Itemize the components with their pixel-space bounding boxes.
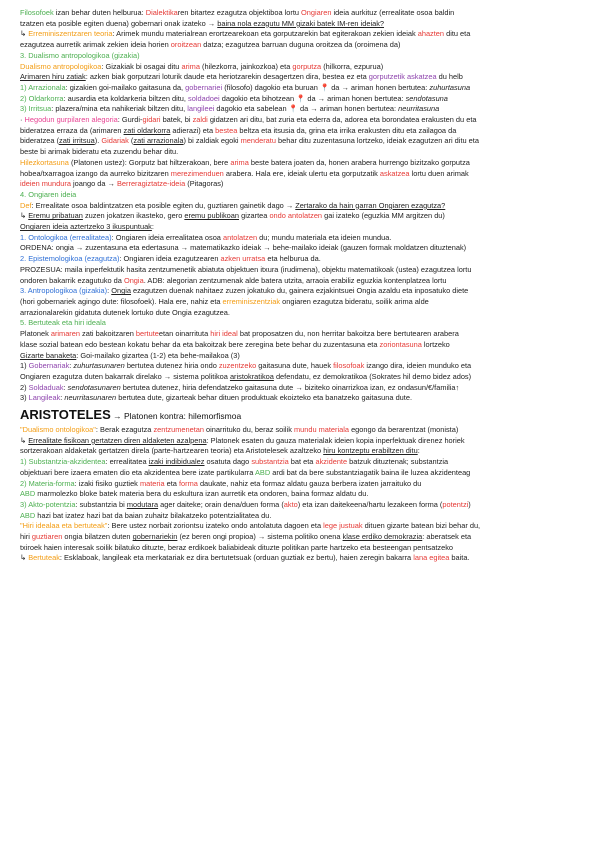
text-segment: hobea/txarragoa izango da aurreko bizitzaren [20, 168, 171, 178]
text-segment: : Gurdi- [117, 115, 143, 125]
aristoteles-line [20, 532, 586, 543]
text-segment: : [63, 382, 68, 392]
text-segment: Dialektika [145, 8, 178, 17]
text-segment: ditu eta [444, 29, 471, 39]
text-segment: : errealitatea [105, 457, 149, 467]
text-segment: (Pitagoras) [185, 179, 224, 189]
text-segment: substantzia [251, 457, 289, 467]
text-segment: : Bere ustez norbait zoriontsu izateko ondo antolatuta dagoen eta [107, 521, 324, 531]
text-segment: ↳ [20, 553, 29, 563]
text-segment: du helb [436, 72, 463, 82]
text-segment: osatuta dago [204, 457, 252, 467]
text-segment: : Platonek esaten du gauza materialak ideien kopia inperfektuak direnez horiek [206, 435, 465, 445]
text-segment: neurritasunaren [64, 393, 117, 403]
text-segment: zati bakoitzaren [80, 329, 136, 339]
text-segment: Berreragiztatze-ideia [116, 179, 186, 189]
text-segment: . ADB: alegorian zentzumenak alde batera utzita, arraoia erabiliz eguzkia kontenplatzea lortu [143, 275, 447, 285]
platon-line [20, 308, 586, 319]
text-segment: ongiaren ezagutza bideratu, soilik arima alde [280, 296, 429, 306]
text-segment: Errealitate fisikoan gertatzen diren aldaketen azalpena [28, 435, 207, 445]
platon-line [20, 136, 586, 147]
text-segment: 5. Bertuteak eta hiri ideala [20, 318, 106, 328]
text-segment: oroitzean [170, 40, 202, 50]
text-segment: Erreminiszentzaren teoria [28, 29, 113, 39]
text-segment: potentzi [442, 499, 469, 509]
platon-line [20, 351, 586, 362]
text-segment: · [20, 115, 25, 125]
text-segment: : [151, 222, 154, 232]
text-segment: 4. Ongiaren ideia [20, 189, 77, 199]
text-segment: Filosofoek [20, 8, 54, 17]
aristoteles-line [20, 425, 586, 436]
text-segment: : izaki fisiko guztiek [74, 478, 140, 488]
text-segment: ezagutzen duenak nahitaez zuzen jokatuko du, gainera ezjakintsuei Ongia azaldu eta inposatuko diete [130, 286, 469, 296]
text-segment: izaki indibidualez [148, 457, 205, 467]
text-segment: klase erdiko demokrazia [342, 532, 423, 542]
text-segment: dagokio eta sabelean 📍 da → ariman honen bertutea: [214, 104, 399, 114]
aristoteles-line [20, 511, 586, 522]
text-segment: ideia aurkituz (errealitate osoa baldin [331, 8, 455, 17]
text-segment: ideien mundura [20, 179, 71, 189]
platon-line [20, 372, 586, 383]
text-segment: guztiaren [31, 532, 63, 542]
text-segment: : Ongiaren ideia ezagutzearen [119, 254, 221, 264]
platon-line [20, 104, 586, 115]
text-segment: bat eta [288, 457, 316, 467]
text-segment: 2. Epistemologikoa (ezagutza) [20, 254, 120, 264]
text-segment: behar ditu zuzentasuna lortzeko, ideiak ezagutzen ari ditu eta [275, 136, 479, 146]
platon-line [20, 233, 586, 244]
text-segment: bertutea dute, gizarteak behar dituen produktuak ekoizteko eta banatzeko gaitasuna dute. [116, 393, 413, 403]
text-segment: gorputza [292, 61, 322, 71]
platon-line [20, 51, 586, 62]
text-segment: Zertarako da hain garran Ongiaren ezagutza? [295, 200, 446, 210]
text-segment: : [107, 286, 112, 296]
text-segment: gobernariekin [132, 532, 178, 542]
platon-line [20, 40, 586, 51]
text-segment: merezimenduen [170, 168, 224, 178]
text-segment: (hori gobernariek agingo dute: filosofoek). Hala ere, nahiz eta [20, 296, 223, 306]
text-segment: Gidariak [101, 136, 129, 146]
aristoteles-heading [20, 407, 586, 424]
text-segment: mundu materiala [293, 425, 350, 435]
text-segment: : Ongiaren ideia errealitatea osoa [111, 232, 223, 242]
text-segment: txiroek haien interesak soilik bilatuko dituzte, beraz erdikoek baliabideak dituzte politikan parte hartzeko eta besteengan pentsatzeko [20, 542, 454, 552]
text-segment: Platonek [20, 329, 51, 339]
text-segment: PROZESUA: maila inperfektutik hasita zentzumenetik abiatuta objektuen itxura (irudimena), objektu matematikoak (ustea) ezagutzea lortu [20, 264, 472, 274]
text-segment: dituen gizarte batean bizi behar du, [362, 521, 481, 531]
text-segment: adierazi) eta [170, 125, 216, 135]
text-segment: sendotasunaren [67, 382, 121, 392]
text-segment: zentzumenetan [153, 425, 204, 435]
text-segment: Dualismo antropologikoa [20, 61, 102, 71]
text-segment: Gizarte banaketa [20, 350, 77, 360]
text-segment: akto [283, 499, 298, 509]
heading-subtitle: → Platonen kontra: hilemorfismoa [110, 411, 242, 422]
text-segment: azken urratsa [220, 254, 266, 264]
platon-line [20, 254, 586, 265]
aristoteles-line [20, 543, 586, 554]
platon-line [20, 158, 586, 169]
text-segment: Ongiaren [301, 8, 332, 17]
text-segment: du; mundu materiala eta ideien mundua. [257, 232, 392, 242]
aristoteles-line [20, 489, 586, 500]
text-segment: zati oldarkorra [123, 125, 171, 135]
text-segment: forma [178, 478, 198, 488]
text-segment: defendatu, ez demokratikoa (Sokrates hil demo bidez ados) [273, 371, 472, 381]
text-segment: : plazera/mina eta nahikeriak biltzen ditu, [51, 104, 188, 114]
platon-line [20, 8, 586, 19]
text-segment: tzatzen eta posible egiten duena) gobernari onak izateko → [20, 18, 218, 28]
aristoteles-line [20, 521, 586, 532]
text-segment: : Goi-mailako gizartea (1-2) eta behe-mailakoa (3) [76, 350, 240, 360]
text-segment: soldadoei [188, 93, 220, 103]
text-segment: filosofoak [333, 361, 365, 371]
text-segment: 1) Arrazionala [20, 82, 66, 92]
text-segment: 3) Akto-potentzia [20, 499, 76, 509]
text-segment: : Berak ezagutza [95, 425, 154, 435]
platon-line [20, 126, 586, 137]
text-segment: Ongia [123, 275, 144, 285]
text-segment: gaitasuna dute, hauek [256, 361, 334, 371]
text-segment: "Dualismo ontologikoa" [20, 425, 96, 435]
text-segment: gidari [142, 115, 161, 125]
text-segment: Arimaren hiru zatiak [20, 72, 86, 82]
text-segment: baina nola ezagutu MM gizaki batek IM-ren ideiak? [217, 18, 385, 28]
text-segment: ↳ [20, 435, 29, 445]
text-segment: datza; ezagutzea barruan duguna oroitzea da (oroimena da) [201, 40, 401, 50]
text-segment: bestea [215, 125, 238, 135]
text-segment: ABD [20, 510, 36, 520]
platon-line [20, 94, 586, 105]
text-segment: ager daiteke; orain dena/duen forma ( [158, 499, 284, 509]
text-segment: ondo antolatzen [269, 211, 323, 221]
text-segment: eta [164, 478, 179, 488]
platon-line [20, 318, 586, 329]
aristoteles-line [20, 446, 586, 457]
text-segment: modutara [126, 499, 159, 509]
text-segment: (hilkorra, ezpurua) [321, 61, 384, 71]
text-segment: menderatu [240, 136, 276, 146]
platon-line [20, 393, 586, 404]
platon-line [20, 265, 586, 276]
text-segment: ahazten [417, 29, 445, 39]
text-segment: aristokratikoa [229, 371, 274, 381]
text-segment: lana egitea [413, 553, 450, 563]
text-segment: zuzentzeko [218, 361, 257, 371]
text-segment: zuhurtasunaren [73, 361, 125, 371]
text-segment: Ongia [111, 286, 131, 296]
platon-line [20, 361, 586, 372]
platon-line [20, 222, 586, 233]
text-segment: klase sozial batean edo bestean kokatu behar da eta bakoitzak bere zeregina bete behar du zuzentasuna eta [20, 339, 380, 349]
text-segment: Hilezkortasuna [20, 157, 69, 167]
platon-line [20, 19, 586, 30]
aristoteles-line [20, 436, 586, 447]
text-segment: bertutea dutenez hiria ondo [124, 361, 219, 371]
aristoteles-line [20, 468, 586, 479]
text-segment: : aberatsek eta [422, 532, 472, 542]
text-segment: ↳ [20, 211, 29, 221]
text-segment: bideratzea erraza da (arimaren [20, 125, 124, 135]
text-segment: beste batera joaten da, honen arabera hurrengo bizitzako gorputza [248, 157, 470, 167]
text-segment: bertutea dutenez, hiria defendatzeko gaitasuna dute → biziteko oinarrizkoa izan, ez ondasun/€/familia↑ [120, 382, 460, 392]
platon-line [20, 179, 586, 190]
text-segment: akzidente [315, 457, 348, 467]
text-segment: hiri [20, 532, 32, 542]
platon-line [20, 190, 586, 201]
text-segment: sortzerakoan aldaketak gertatzen direla (parte-hartzearen teoria) eta Aristotelesek azaltzeko [20, 446, 324, 456]
text-segment: batzuk dituztenak; substantzia [347, 457, 449, 467]
platon-line [20, 72, 586, 83]
text-segment: hazi bat izatez hazi bat da baian zuhaitz bilakatzeko potentzialitatea du. [35, 510, 272, 520]
text-segment: 2) Materia-forma [20, 478, 75, 488]
text-segment: Soldaduak [28, 382, 64, 392]
text-segment: zaldi [192, 115, 208, 125]
text-segment: antolatzen [222, 232, 258, 242]
text-segment: hiri ideal [210, 329, 238, 339]
text-segment: daukate, nahiz eta formaz aldatu gauza berbera izaten jarraituko du [197, 478, 422, 488]
text-segment: 2) [20, 382, 29, 392]
text-segment: ondoren bakarrik ezagutuko da [20, 275, 124, 285]
aristoteles-line [20, 553, 586, 564]
text-segment: arabera. Hala ere, ideiak ulertu eta gorputzatik [223, 168, 380, 178]
text-segment: ORDENA: ongia → zuzentasuna eta edertasuna → matematikazko ideiak → behe-mailako ideiak (gauzen formak moldatzen dituztenak) [20, 243, 467, 253]
text-segment: lortu duen arimak [409, 168, 469, 178]
text-segment: 1) Substantzia-akzidentea [20, 457, 106, 467]
text-segment: zuzen jokatzen ikasteko, gero [82, 211, 185, 221]
text-segment: ). [94, 136, 102, 146]
text-segment: ren bitartez ezagutza objektiboa lortu [177, 8, 302, 17]
aristoteles-line [20, 500, 586, 511]
aristoteles-line [20, 479, 586, 490]
platon-line [20, 243, 586, 254]
text-segment: egongo da berarentzat (monista) [349, 425, 459, 435]
text-segment: Def [20, 200, 32, 210]
text-segment: zati irritsua [59, 136, 95, 146]
text-segment: askatzea [379, 168, 410, 178]
text-segment: batek, bi [160, 115, 193, 125]
text-segment: baita. [449, 553, 470, 563]
platon-line [20, 383, 586, 394]
text-segment: beltza eta itsusia da, grina eta irrika erakusten ditu eta zailagoa da [237, 125, 457, 135]
platon-line [20, 286, 586, 297]
text-segment: ↳ [20, 29, 29, 39]
text-segment: : Errealitate osoa baldintzatzen eta posible egiten du, guztiaren gainetik dago → [31, 200, 296, 210]
text-segment: : Gizakiak bi osagai ditu [101, 61, 182, 71]
platon-line [20, 297, 586, 308]
text-segment: : azken biak gorputzari loturik daude eta heriotzarekin desagertzen dira, bestea ez eta [85, 72, 369, 82]
text-segment: ABD [255, 467, 271, 477]
text-segment: 1. Ontologikoa (errealitatea) [20, 232, 112, 242]
text-segment: lege justuak [323, 521, 363, 531]
text-segment: ) eta izan daitekeena/hartu lezakeen forma ( [297, 499, 443, 509]
text-segment: Gobernariak [28, 361, 70, 371]
text-segment: izan behar duten helburua: [53, 8, 146, 17]
platon-line [20, 201, 586, 212]
text-segment: ongia bilatzen duten [62, 532, 133, 542]
text-segment: (filosofo) dagokio eta buruan 📍 da → ariman honen bertutea: [222, 82, 430, 92]
text-segment: ezagutzea aurretik arimak zekien ideia horien [20, 40, 171, 50]
platon-line [20, 329, 586, 340]
text-segment: : gizakien goi-mailako gaitasuna da, [65, 82, 186, 92]
platon-line [20, 340, 586, 351]
text-segment: 2) Oldarkorra [20, 93, 64, 103]
platon-line [20, 211, 586, 222]
text-segment: eremu publikoan [184, 211, 240, 221]
text-segment: 3. Antropologikoa (gizakia) [20, 286, 108, 296]
text-segment: (Platonen ustez): Gorputz bat hiltzerakoan, bere [68, 157, 231, 167]
text-segment: arrazionalarekin gidatuta dutenek lortuko dute Ongia ezagutzea. [20, 307, 230, 317]
text-segment: : Arimek mundu materialrean erortzearekoan eta gorputzarekin bat egiterakoan zekien ideiak [112, 29, 418, 39]
text-segment: gidatzen ari ditu, bat zuria eta ederra da, adorea eta borondatea erakusten du eta [207, 115, 477, 125]
text-segment: "Hiri idealaa eta bertuteak" [20, 521, 108, 531]
text-segment: (ez beren ongi propioa) → sistema politiko onena [177, 532, 343, 542]
text-segment: ) [468, 499, 471, 509]
text-segment: lortzeko [421, 339, 450, 349]
text-segment: gobernariei [185, 82, 223, 92]
text-segment: sendotasuna [405, 93, 448, 103]
text-segment: izango dira, ideien munduko eta [364, 361, 472, 371]
aristoteles-line [20, 457, 586, 468]
text-segment: hiru kontzeptu erabiltzen ditu [323, 446, 418, 456]
text-segment: gorputzetik askatzea [368, 72, 437, 82]
text-segment: 3. Dualismo antropologikoa (gizakia) [20, 50, 140, 60]
text-segment: etan oinarrituta [158, 329, 211, 339]
text-segment: materia [139, 478, 165, 488]
platon-line [20, 83, 586, 94]
platon-line [20, 276, 586, 287]
aristoteles-notes [20, 425, 586, 564]
text-segment: : substantzia bi [75, 499, 127, 509]
text-segment: eta helburua da. [265, 254, 321, 264]
text-segment: : Esklaboak, langileak eta merkatariak ez dira bertutetsuak (orduan guztiak ez bertu), haien zeregin bakarra [59, 553, 414, 563]
text-segment: neurritasuna [398, 104, 440, 114]
text-segment: gai izateko (eguzkia MM argitzen du) [322, 211, 445, 221]
platon-notes [20, 8, 586, 404]
text-segment: Ongiaren ideia aztertzeko 3 ikuspuntuak [20, 222, 152, 232]
text-segment: Langileak [28, 393, 61, 403]
platon-line [20, 147, 586, 158]
text-segment: (hilezkorra, jainkozkoa) eta [199, 61, 293, 71]
text-segment: Eremu pribatuan [28, 211, 83, 221]
text-segment: arimaren [50, 329, 80, 339]
text-segment: langileei [187, 104, 215, 114]
text-segment: ABD [20, 489, 36, 499]
text-segment: objektuari bere izaera ematen dio eta akzidentea bere izate partikularra [20, 467, 255, 477]
text-segment: Ongiaren ezagutza duten bakarrak direlako → sistema politikoa [20, 371, 230, 381]
text-segment: bat proposatzen du, non herritar bakoitza bere bertutearen arabera [237, 329, 459, 339]
text-segment: 3) Irritsua [20, 104, 52, 114]
text-segment: arima [230, 157, 249, 167]
text-segment: oinarrituko du, beraz soilik [203, 425, 294, 435]
text-segment: marmolezko bloke batek materia bera du eskultura izan aurretik eta ondoren, baina formaz aldatu du. [35, 489, 369, 499]
text-segment: beste bi arimak bideratu eta zuzendu behar ditu. [20, 147, 179, 157]
text-segment: gizartea [239, 211, 270, 221]
platon-line [20, 62, 586, 73]
heading-title: ARISTOTELES [20, 407, 111, 423]
platon-line [20, 115, 586, 126]
text-segment: : [417, 446, 420, 456]
text-segment: ) bi zaldiak egoki [183, 136, 241, 146]
text-segment: Bertuteak [28, 553, 60, 563]
text-segment: ardi bat da bere substantziagatik baina ile luzea akzidenteag [270, 467, 471, 477]
text-segment: ( [128, 136, 134, 146]
text-segment: joango da → [70, 179, 117, 189]
text-segment: dagokio eta bihotzean 📍 da → ariman honen bertutea: [219, 93, 406, 103]
platon-line [20, 29, 586, 40]
text-segment: erreminiszentziak [222, 296, 281, 306]
platon-line [20, 169, 586, 180]
text-segment: bideratzea ( [20, 136, 60, 146]
text-segment: bertute [135, 329, 159, 339]
text-segment: : [69, 361, 74, 371]
text-segment: arima [181, 61, 200, 71]
text-segment: : ausardia eta koldarkeria biltzen ditu, [63, 93, 189, 103]
text-segment: 1) [20, 361, 29, 371]
text-segment: zati arrazionala [133, 136, 184, 146]
text-segment: : [60, 393, 65, 403]
text-segment: Hegodun gurpilaren alegoria [24, 115, 118, 125]
text-segment: 3) [20, 393, 29, 403]
text-segment: zoriontasuna [379, 339, 422, 349]
text-segment: zuhurtasuna [429, 82, 471, 92]
